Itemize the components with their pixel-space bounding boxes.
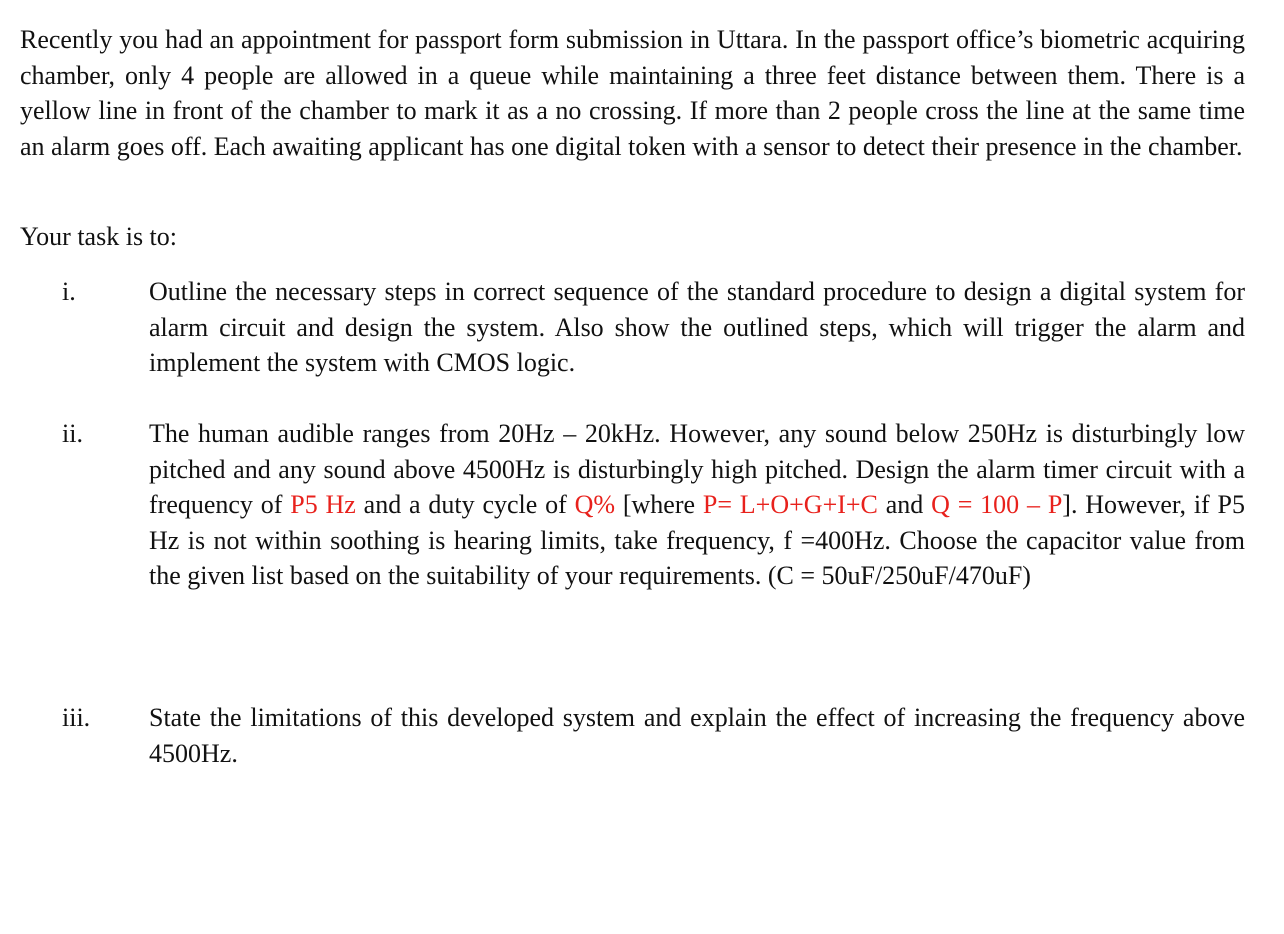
text-segment: and a duty cycle of (355, 490, 575, 519)
p-formula-highlight: P= L+O+G+I+C (702, 490, 878, 519)
item-text: State the limitations of this developed system and explain the effect of increasing the frequency above 4500Hz. (149, 703, 1245, 768)
duty-cycle-highlight: Q% (574, 490, 616, 519)
text-segment: The human audible ranges from 20Hz – 20kHz. However, any sound below 250Hz is disturbingly low pitched and any sound above 4500Hz is disturbingly high pitched. Design the alarm timer circuit with a frequency of (149, 419, 1245, 519)
item-number: ii. (62, 419, 83, 448)
text-segment: ]. However, if P5 Hz is not within soothing is hearing limits, take frequency, f =400Hz. Choose the capacitor value from the given list based on the suitability of your requirements. (C = 50uF/250uF/470uF) (149, 490, 1245, 590)
task-heading: Your task is to: (20, 222, 178, 251)
item-text (149, 416, 1245, 594)
q-formula-highlight: Q = 100 – P (931, 490, 1063, 519)
frequency-highlight: P5 Hz (290, 490, 356, 519)
text-segment: [where (615, 490, 703, 519)
text-segment: and (877, 490, 932, 519)
item-number: i. (62, 277, 76, 306)
intro-paragraph: Recently you had an appointment for passport form submission in Uttara. In the passport office’s biometric acquiring chamber, only 4 people are allowed in a queue while maintaining a three feet distance between them. There is a yellow line in front of the chamber to mark it as a no crossing. If more than 2 people cross the line at the same time an alarm goes off. Each awaiting applicant has one digital token with a sensor to detect their presence in the chamber. (20, 25, 1245, 161)
item-number: iii. (62, 703, 91, 732)
item-text: Outline the necessary steps in correct sequence of the standard procedure to design a digital system for alarm circuit and design the system. Also show the outlined steps, which will trigger the alarm and implement the system with CMOS logic. (149, 277, 1245, 377)
